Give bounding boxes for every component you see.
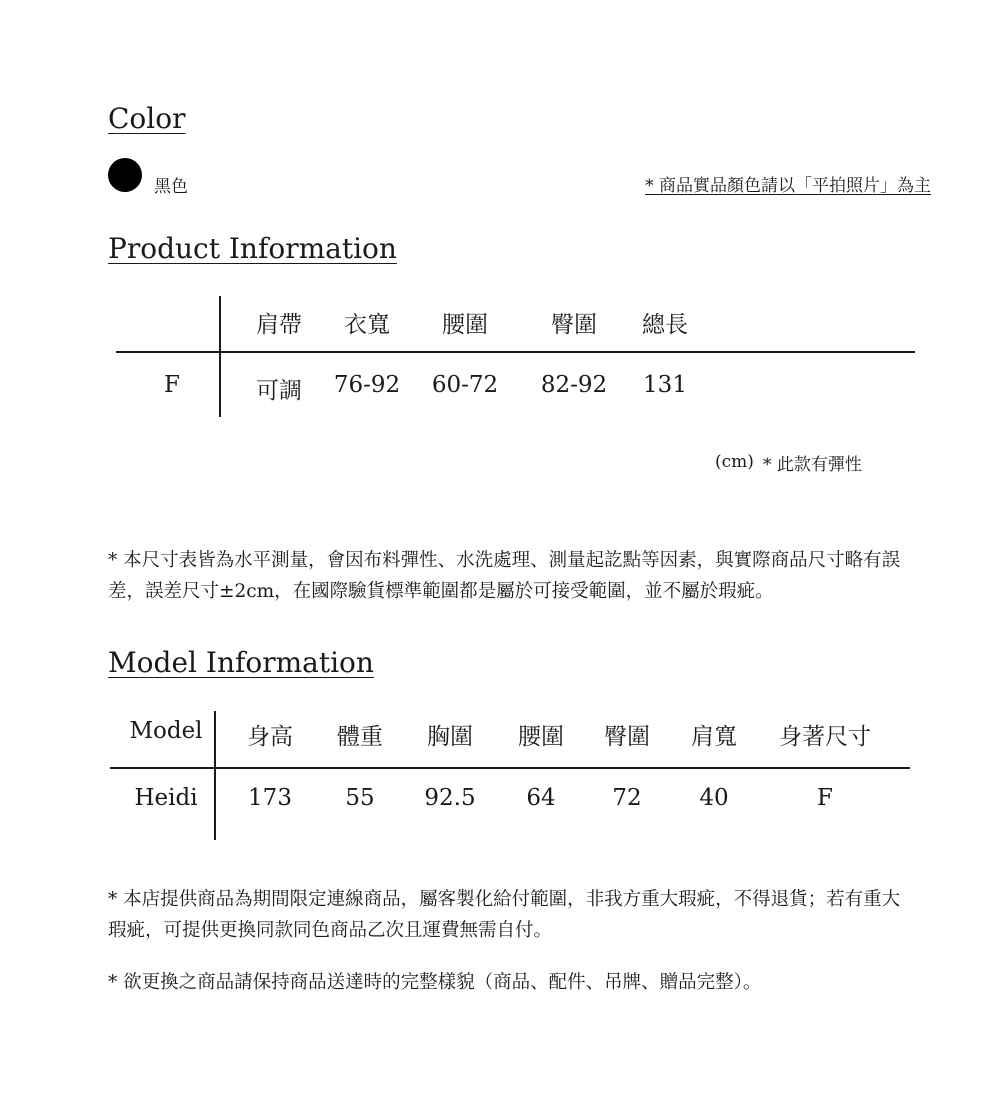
model-value-hip: 72 (612, 785, 642, 811)
model-value-shoulder: 40 (699, 785, 729, 811)
model-header-waist: 腰圍 (518, 724, 564, 750)
model-header-weight: 體重 (337, 724, 383, 750)
product-value-strap: 可調 (256, 378, 302, 404)
color-swatch-label: 黑色 (154, 177, 188, 197)
product-header-length: 總長 (642, 312, 688, 338)
product-info-heading: Product Information (108, 232, 397, 265)
model-header-model: Model (129, 718, 203, 744)
model-value-size-worn: F (817, 785, 833, 811)
model-row-name: Heidi (134, 785, 198, 811)
color-heading: Color (108, 102, 186, 135)
model-info-heading: Model Information (108, 646, 374, 679)
color-swatch-black[interactable] (108, 158, 142, 192)
model-header-height: 身高 (247, 724, 293, 750)
model-value-weight: 55 (345, 785, 375, 811)
measurement-note: * 本尺寸表皆為水平測量，會因布料彈性、水洗處理、測量起訖點等因素，與實際商品尺寸略有誤差，誤差尺寸±2cm，在國際驗貨標準範圍都是屬於可接受範圍，並不屬於瑕疵。 (108, 550, 901, 602)
elastic-note: * 此款有彈性 (763, 455, 862, 475)
color-note: * 商品實品顏色請以「平拍照片」為主 (645, 176, 931, 196)
product-header-width: 衣寬 (344, 312, 390, 338)
model-value-height: 173 (248, 785, 292, 811)
model-table-vertical-divider (214, 711, 216, 840)
product-value-width: 76-92 (333, 372, 401, 398)
product-row-size: F (164, 372, 180, 398)
product-value-length: 131 (643, 372, 687, 398)
product-table-horizontal-divider (116, 351, 915, 353)
model-table-horizontal-divider (110, 767, 910, 769)
product-table-vertical-divider (219, 296, 221, 417)
model-value-waist: 64 (526, 785, 556, 811)
unit-label: (cm) (715, 452, 754, 472)
product-header-waist: 腰圍 (442, 312, 488, 338)
model-header-size-worn: 身著尺寸 (779, 724, 871, 750)
product-value-waist: 60-72 (431, 372, 499, 398)
exchange-condition-note: * 欲更換之商品請保持商品送達時的完整樣貌（商品、配件、吊牌、贈品完整）。 (108, 972, 762, 993)
product-value-hip: 82-92 (540, 372, 608, 398)
product-header-hip: 臀圍 (551, 312, 597, 338)
model-header-hip: 臀圍 (604, 724, 650, 750)
model-header-shoulder: 肩寬 (691, 724, 737, 750)
return-policy-note: * 本店提供商品為期間限定連線商品，屬客製化給付範圍，非我方重大瑕疵，不得退貨；若有重大瑕疵，可提供更換同款同色商品乙次且運費無需自付。 (108, 889, 901, 941)
model-value-bust: 92.5 (424, 785, 476, 811)
product-header-strap: 肩帶 (256, 312, 302, 338)
model-header-bust: 胸圍 (427, 724, 473, 750)
